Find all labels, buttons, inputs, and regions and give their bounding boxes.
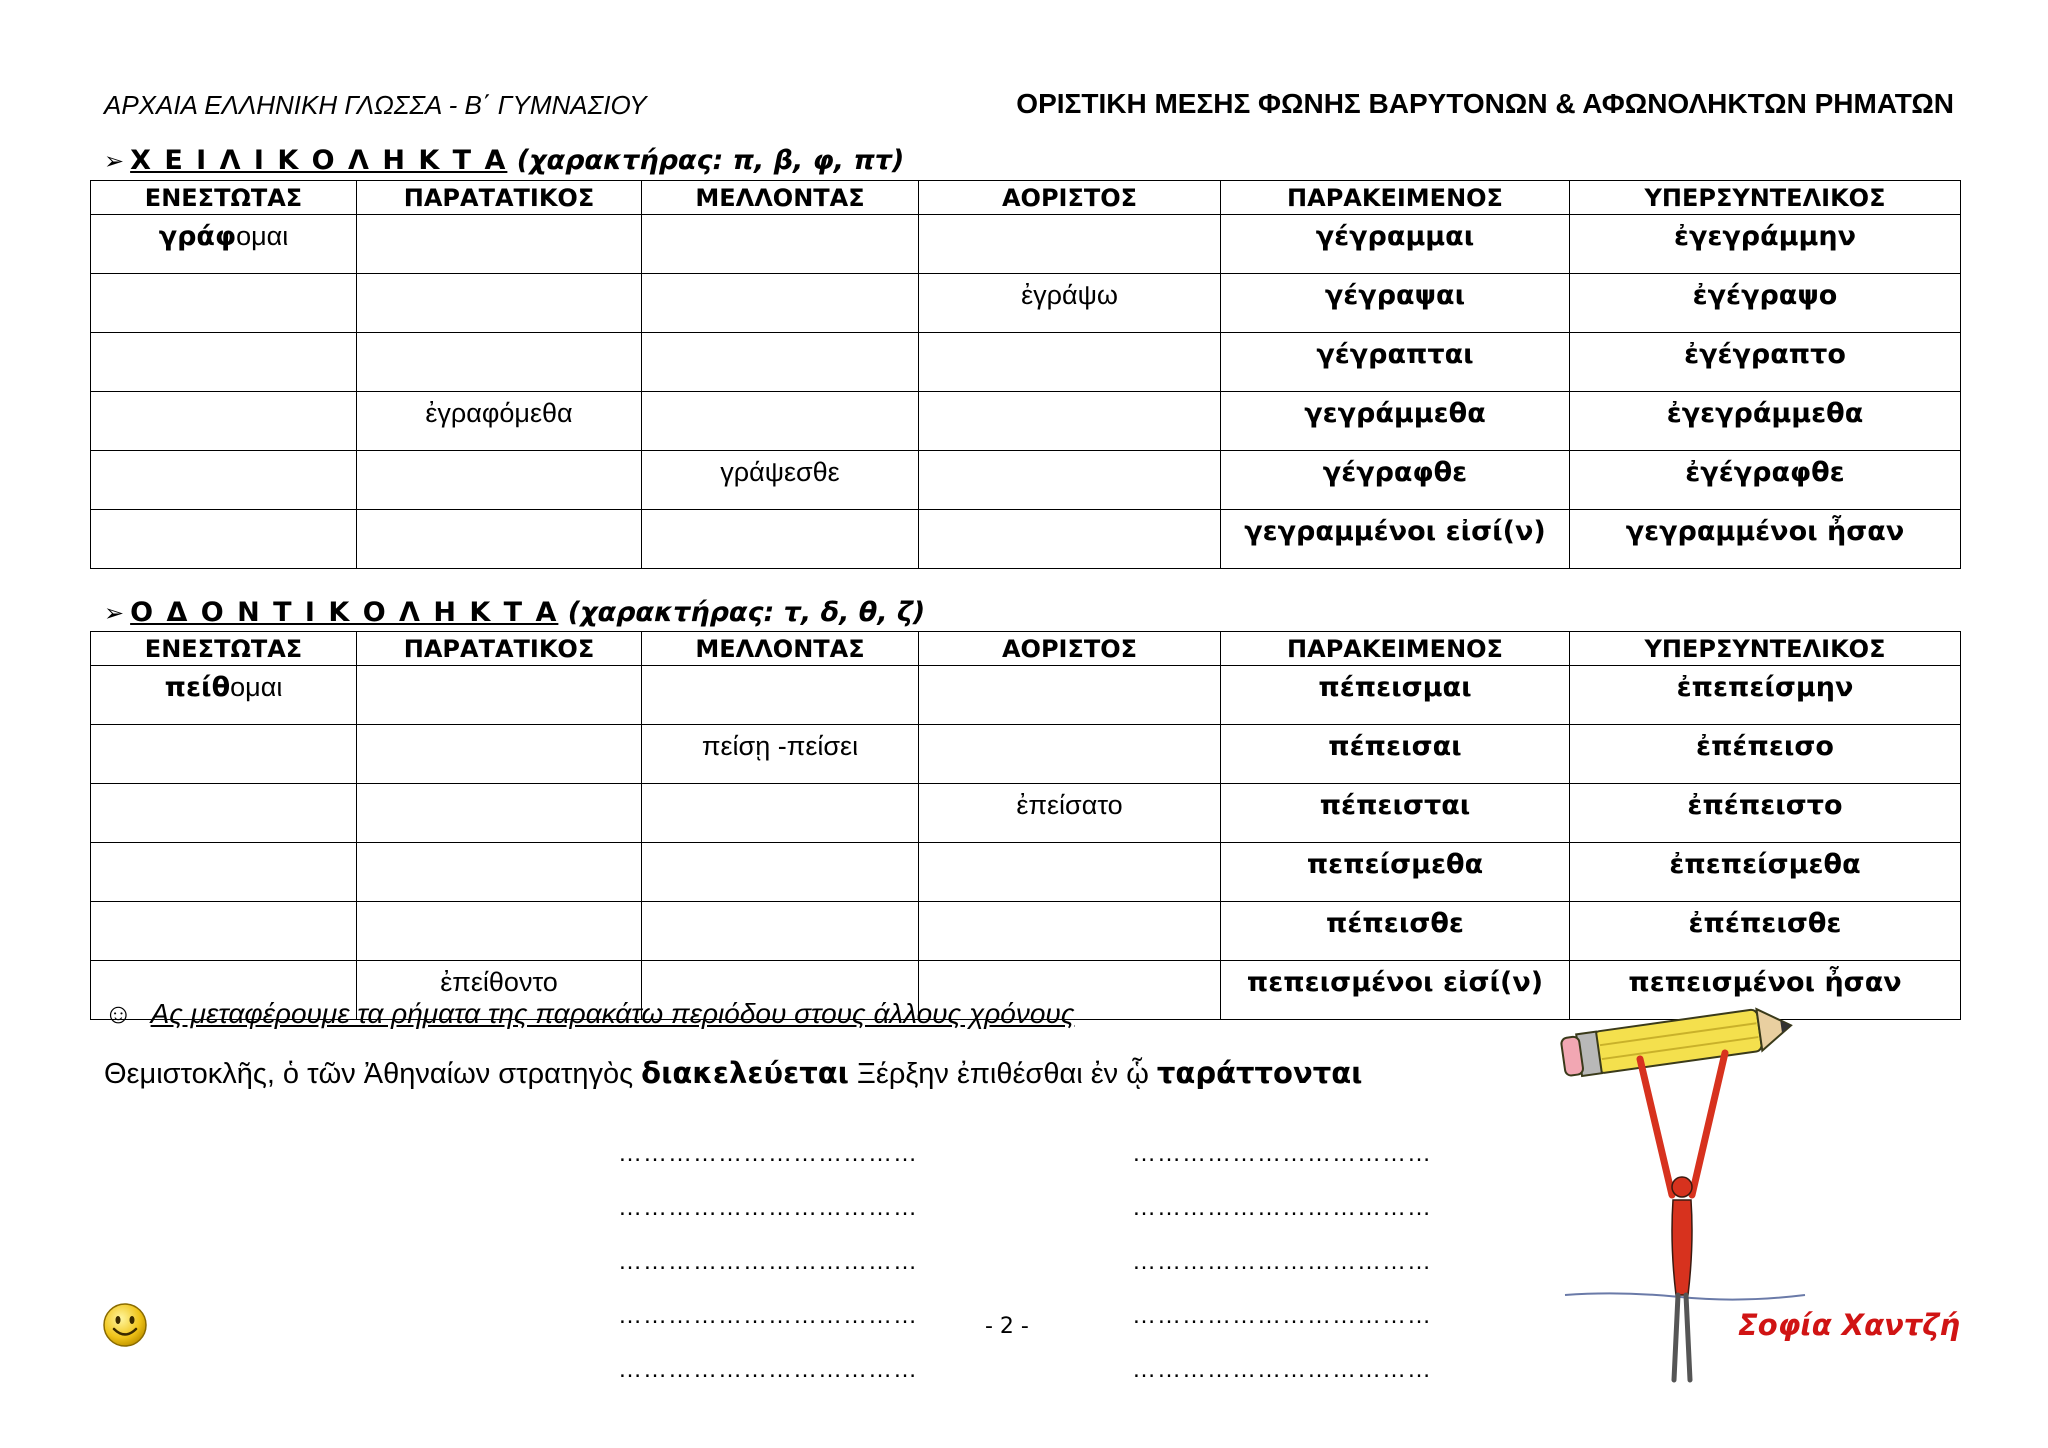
conjugation-table-dentals xyxy=(90,631,1961,1020)
section-character-note: (χαρακτήρας: π, β, φ, πτ) xyxy=(516,145,905,176)
cell-aorist[interactable] xyxy=(919,902,1221,961)
arrow-bullet-icon: ➢ xyxy=(104,147,125,175)
verb-stem: πείθ xyxy=(164,672,231,703)
cell-future[interactable] xyxy=(642,902,919,961)
section-title-labials xyxy=(104,145,904,176)
topic-header: ΟΡΙΣΤΙΚΗ ΜΕΣΗΣ ΦΩΝΗΣ ΒΑΡΥΤΟΝΩΝ & ΑΦΩΝΟΛΗΚΤΩΝ ΡΗΜΑΤΩΝ xyxy=(1016,88,1954,119)
cell-pluperfect: ἐγεγράμμην xyxy=(1570,215,1961,274)
section-title-text: Ο Δ Ο Ν Τ Ι Κ Ο Λ Η Κ Τ Α xyxy=(130,597,559,628)
exercise-instruction xyxy=(104,998,1074,1030)
verb-ending: ομαι xyxy=(236,221,289,251)
cell-present[interactable] xyxy=(91,784,357,843)
table-row xyxy=(91,333,1961,392)
cell-present[interactable] xyxy=(91,274,357,333)
conjugation-table-labials xyxy=(90,180,1961,569)
cell-pluperfect: ἐπεπείσμεθα xyxy=(1570,843,1961,902)
verb-stem: γράφ xyxy=(158,221,237,252)
column-header: ΥΠΕΡΣΥΝΤΕΛΙΚΟΣ xyxy=(1570,181,1961,215)
column-header: ΠΑΡΑΤΑΤΙΚΟΣ xyxy=(357,181,642,215)
cell-aorist[interactable] xyxy=(919,843,1221,902)
cell-aorist[interactable] xyxy=(919,666,1221,725)
column-header: ΠΑΡΑΤΑΤΙΚΟΣ xyxy=(357,632,642,666)
cell-perfect: γέγραψαι xyxy=(1221,274,1570,333)
cell-aorist[interactable] xyxy=(919,725,1221,784)
cell-perfect: πεπείσμεθα xyxy=(1221,843,1570,902)
cell-present[interactable] xyxy=(91,725,357,784)
cell-perfect: πέπεισθε xyxy=(1221,902,1570,961)
table-row xyxy=(91,274,1961,333)
subject-header: ΑΡΧΑΙΑ ΕΛΛΗΝΙΚΗ ΓΛΩΣΣΑ - Β΄ ΓΥΜΝΑΣΙΟΥ xyxy=(104,90,647,120)
cell-aorist[interactable] xyxy=(919,510,1221,569)
cell-perfect: πεπεισμένοι εἰσί(ν) xyxy=(1221,961,1570,1020)
cell-imperfect[interactable] xyxy=(357,451,642,510)
cell-pluperfect: ἐγέγραψο xyxy=(1570,274,1961,333)
cell-pluperfect: γεγραμμένοι ἦσαν xyxy=(1570,510,1961,569)
table-row xyxy=(91,784,1961,843)
cell-perfect: πέπεισται xyxy=(1221,784,1570,843)
cell-imperfect[interactable] xyxy=(357,784,642,843)
cell-pluperfect: ἐπέπειστο xyxy=(1570,784,1961,843)
cell-pluperfect: ἐπέπεισο xyxy=(1570,725,1961,784)
answer-line[interactable]: ……………………………… xyxy=(1132,1356,1432,1383)
cell-pluperfect: ἐπέπεισθε xyxy=(1570,902,1961,961)
cell-pluperfect: πεπεισμένοι ἦσαν xyxy=(1570,961,1961,1020)
cell-pluperfect: ἐγεγράμμεθα xyxy=(1570,392,1961,451)
cell-future: γράψεσθε xyxy=(642,451,919,510)
table-row xyxy=(91,510,1961,569)
cell-future[interactable] xyxy=(642,510,919,569)
cell-present[interactable] xyxy=(91,451,357,510)
table-row xyxy=(91,666,1961,725)
answer-line[interactable]: ……………………………… xyxy=(618,1194,918,1221)
cell-future[interactable] xyxy=(642,333,919,392)
cell-present xyxy=(91,215,357,274)
cell-imperfect[interactable] xyxy=(357,510,642,569)
cell-perfect: γεγράμμεθα xyxy=(1221,392,1570,451)
cell-imperfect[interactable] xyxy=(357,902,642,961)
answer-line[interactable]: ……………………………… xyxy=(618,1248,918,1275)
cell-perfect: πέπεισμαι xyxy=(1221,666,1570,725)
smiley-face-icon xyxy=(102,1302,148,1348)
answer-line[interactable]: ……………………………… xyxy=(618,1356,918,1383)
table-row xyxy=(91,725,1961,784)
cell-imperfect[interactable] xyxy=(357,274,642,333)
cell-perfect: γέγραμμαι xyxy=(1221,215,1570,274)
answer-line[interactable]: ……………………………… xyxy=(1132,1140,1432,1167)
cell-perfect: πέπεισαι xyxy=(1221,725,1570,784)
cell-future: πείσῃ -πείσει xyxy=(642,725,919,784)
cell-imperfect[interactable] xyxy=(357,333,642,392)
cell-pluperfect: ἐγέγραπτο xyxy=(1570,333,1961,392)
cell-present[interactable] xyxy=(91,843,357,902)
cell-aorist: ἐπείσατο xyxy=(919,784,1221,843)
cell-aorist[interactable] xyxy=(919,215,1221,274)
cell-future[interactable] xyxy=(642,392,919,451)
cell-present[interactable] xyxy=(91,902,357,961)
smile-icon: ☺ xyxy=(104,998,133,1029)
cell-future[interactable] xyxy=(642,666,919,725)
column-header: ΠΑΡΑΚΕΙΜΕΝΟΣ xyxy=(1221,632,1570,666)
cell-imperfect: ἐπείθοντο xyxy=(357,961,642,1020)
cell-imperfect[interactable] xyxy=(357,666,642,725)
cell-pluperfect: ἐπεπείσμην xyxy=(1570,666,1961,725)
answer-line[interactable]: ……………………………… xyxy=(1132,1248,1432,1275)
sentence-part: Θεμιστοκλῆς, ὁ τῶν Ἀθηναίων στρατηγὸς xyxy=(104,1058,642,1090)
cell-future[interactable] xyxy=(642,274,919,333)
column-header: ΠΑΡΑΚΕΙΜΕΝΟΣ xyxy=(1221,181,1570,215)
arrow-bullet-icon: ➢ xyxy=(104,599,125,627)
answer-line[interactable]: ……………………………… xyxy=(1132,1302,1432,1329)
column-header: ΥΠΕΡΣΥΝΤΕΛΙΚΟΣ xyxy=(1570,632,1961,666)
table-header-row xyxy=(91,632,1961,666)
cell-aorist[interactable] xyxy=(919,333,1221,392)
cell-future[interactable] xyxy=(642,843,919,902)
section-character-note: (χαρακτήρας: τ, δ, θ, ζ) xyxy=(567,597,926,628)
column-header: ΑΟΡΙΣΤΟΣ xyxy=(919,181,1221,215)
answer-line[interactable]: ……………………………… xyxy=(618,1302,918,1329)
exercise-sentence xyxy=(104,1056,1362,1091)
table-row xyxy=(91,843,1961,902)
cell-imperfect[interactable] xyxy=(357,725,642,784)
column-header: ΜΕΛΛΟΝΤΑΣ xyxy=(642,181,919,215)
section-title-dentals xyxy=(104,597,925,628)
cell-imperfect[interactable] xyxy=(357,215,642,274)
verb-ending: ομαι xyxy=(230,672,283,702)
cell-present[interactable] xyxy=(91,333,357,392)
cell-present xyxy=(91,666,357,725)
author-signature: Σοφία Χαντζή xyxy=(1738,1308,1961,1342)
cell-future[interactable] xyxy=(642,215,919,274)
cell-aorist: ἐγράψω xyxy=(919,274,1221,333)
table-row xyxy=(91,392,1961,451)
table-header-row xyxy=(91,181,1961,215)
column-header: ΕΝΕΣΤΩΤΑΣ xyxy=(91,181,357,215)
verb-highlight: ταράττονται xyxy=(1156,1056,1363,1090)
page-number: - 2 - xyxy=(985,1314,1029,1339)
section-title-text: Χ Ε Ι Λ Ι Κ Ο Λ Η Κ Τ Α xyxy=(130,145,508,176)
verb-highlight: διακελεύεται xyxy=(641,1056,849,1090)
sentence-part: Ξέρξην ἐπιθέσθαι ἐν ᾧ xyxy=(848,1058,1157,1090)
cell-future[interactable] xyxy=(642,784,919,843)
table-row xyxy=(91,451,1961,510)
cell-perfect: γεγραμμένοι εἰσί(ν) xyxy=(1221,510,1570,569)
cell-aorist[interactable] xyxy=(919,392,1221,451)
column-header: ΕΝΕΣΤΩΤΑΣ xyxy=(91,632,357,666)
instruction-text: Ας μεταφέρουμε τα ρήματα της παρακάτω περιόδου στους άλλους χρόνους xyxy=(150,998,1075,1029)
cell-present[interactable] xyxy=(91,510,357,569)
cell-perfect: γέγραφθε xyxy=(1221,451,1570,510)
column-header: ΜΕΛΛΟΝΤΑΣ xyxy=(642,632,919,666)
table-row xyxy=(91,215,1961,274)
cell-present[interactable] xyxy=(91,392,357,451)
cell-pluperfect: ἐγέγραφθε xyxy=(1570,451,1961,510)
answer-line[interactable]: ……………………………… xyxy=(1132,1194,1432,1221)
cell-perfect: γέγραπται xyxy=(1221,333,1570,392)
column-header: ΑΟΡΙΣΤΟΣ xyxy=(919,632,1221,666)
cell-aorist[interactable] xyxy=(919,451,1221,510)
answer-line[interactable]: ……………………………… xyxy=(618,1140,918,1167)
cell-imperfect: ἐγραφόμεθα xyxy=(357,392,642,451)
cell-imperfect[interactable] xyxy=(357,843,642,902)
table-row xyxy=(91,902,1961,961)
